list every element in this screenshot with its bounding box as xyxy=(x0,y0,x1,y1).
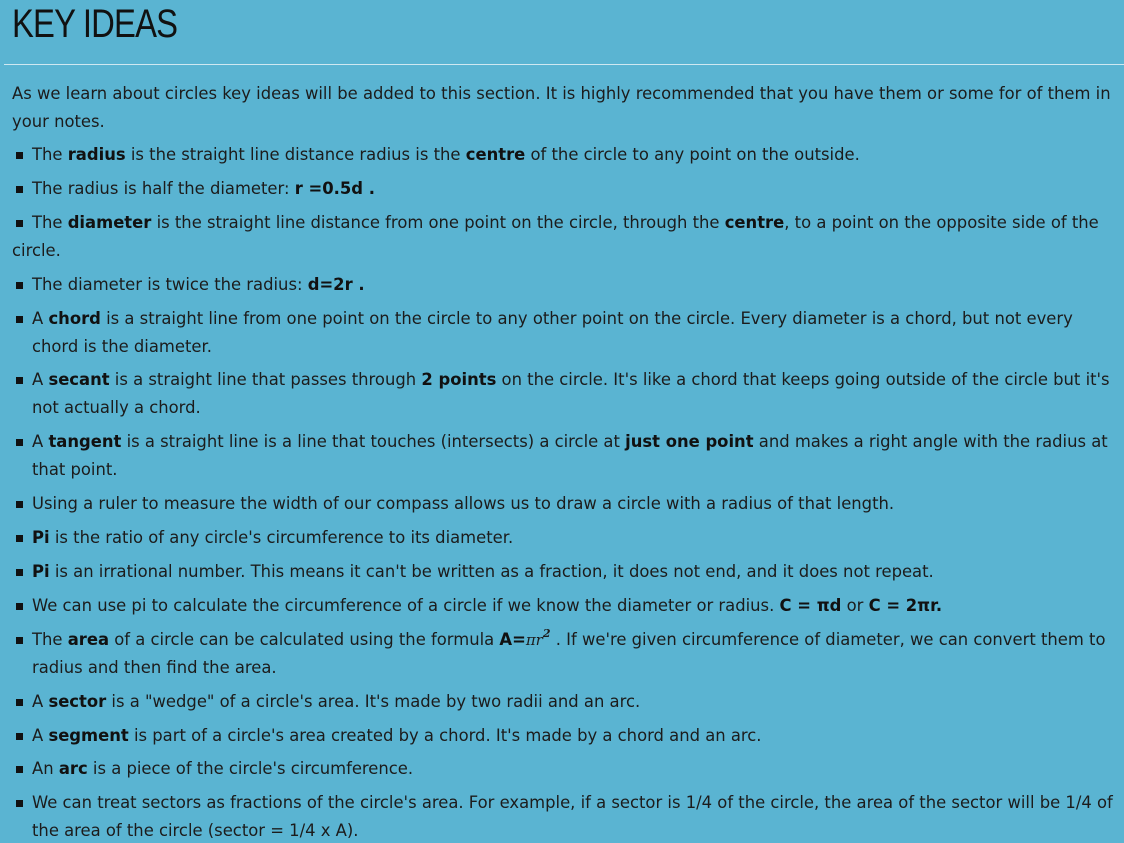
text-run: A xyxy=(32,370,49,390)
list-item xyxy=(12,490,1118,518)
term-diameter: diameter xyxy=(67,212,152,232)
text-run: . If we're given circumference of diameter, we can convert them to radius and then find the area. xyxy=(32,629,1106,677)
formula-radius: r =0.5d . xyxy=(294,178,375,198)
text-run: is a "wedge" of a circle's area. It's made by two radii and an arc. xyxy=(106,691,641,711)
term-secant: secant xyxy=(48,370,110,390)
text-run: is a straight line is a line that touches (intersects) a circle at xyxy=(121,432,626,452)
text-run: of a circle can be calculated using the formula xyxy=(109,629,500,649)
text-run: A xyxy=(32,308,49,328)
text-run: is the straight line distance radius is the xyxy=(125,145,466,164)
text-run: is a piece of the circle's circumference. xyxy=(87,759,414,779)
intro-paragraph: As we learn about circles key ideas will be added to this section. It is highly recommended that you have them or some for of them in your notes. xyxy=(12,84,1111,131)
term-segment: segment xyxy=(48,725,129,745)
text-run: We can use pi to calculate the circumference of a circle if we know the diameter or radius. xyxy=(32,595,780,615)
square-bullet-icon xyxy=(16,766,23,773)
formula-diameter: d=2r . xyxy=(307,274,365,294)
text-run: The radius is half the diameter: xyxy=(32,178,295,198)
text-run: , to a point on the opposite side of the circle. xyxy=(12,212,1099,260)
list-item xyxy=(12,626,1118,682)
term-pi: Pi xyxy=(32,528,50,548)
square-bullet-icon xyxy=(16,316,23,323)
square-bullet-icon xyxy=(16,535,23,542)
text-run: on the circle. It's like a chord that keeps going outside of the circle but it's not actually a chord. xyxy=(32,370,1110,418)
list-item xyxy=(12,688,1118,716)
list-item xyxy=(12,271,1118,299)
text-run: The xyxy=(32,629,68,649)
text-run: is a straight line that passes through xyxy=(109,370,422,390)
square-bullet-icon xyxy=(16,152,23,159)
square-bullet-icon xyxy=(16,439,23,446)
term-arc: arc xyxy=(58,759,88,779)
term-chord: chord xyxy=(48,308,101,328)
text-run: or xyxy=(841,595,869,615)
term-radius: radius xyxy=(67,145,126,164)
term-just-one-point: just one point xyxy=(625,432,754,452)
term-centre: centre xyxy=(465,145,526,164)
list-item xyxy=(12,558,1118,586)
square-bullet-icon xyxy=(16,569,23,576)
term-pi: Pi xyxy=(32,562,50,582)
text-run: We can treat sectors as fractions of the circle's area. For example, if a sector is 1/4 of the circle, the area of the sector will be 1/4 of the area of the circle (sector = 1/4 x A). xyxy=(32,793,1113,841)
text-run: is the ratio of any circle's circumference to its diameter. xyxy=(49,528,514,548)
list-item xyxy=(12,141,1118,169)
text-run: The diameter is twice the radius: xyxy=(32,274,308,294)
formula-area-expression xyxy=(525,626,551,649)
list-item xyxy=(12,175,1118,203)
square-bullet-icon xyxy=(16,377,23,384)
title-divider xyxy=(4,64,1124,65)
text-run: An xyxy=(32,759,59,779)
text-run: is a straight line from one point on the circle to any other point on the circle. Every diameter is a chord, but not every chord is the diameter. xyxy=(32,308,1073,356)
formula-circumference-radius: C = 2πr. xyxy=(868,595,943,615)
page-title: KEY IDEAS xyxy=(12,2,178,46)
text-run: is an irrational number. This means it can't be written as a fraction, it does not end, and it does not repeat. xyxy=(49,562,934,582)
text-run: The xyxy=(32,212,68,232)
square-bullet-icon xyxy=(16,733,23,740)
list-item xyxy=(12,366,1118,422)
square-bullet-icon xyxy=(16,282,23,289)
square-bullet-icon xyxy=(16,501,23,508)
list-item xyxy=(12,755,1118,783)
list-item xyxy=(12,428,1118,484)
text-run: is the straight line distance from one point on the circle, through the xyxy=(151,212,725,232)
text-run: Using a ruler to measure the width of our compass allows us to draw a circle with a radius of that length. xyxy=(32,494,895,514)
text-run: of the circle to any point on the outside. xyxy=(525,145,860,164)
list-item xyxy=(12,789,1118,843)
formula-area-lead: A= xyxy=(499,629,526,649)
text-run: A xyxy=(32,725,49,745)
text-run: A xyxy=(32,691,49,711)
key-ideas-list xyxy=(12,141,1118,843)
square-bullet-icon xyxy=(16,800,23,807)
text-run: πr xyxy=(525,630,543,649)
text-run: A xyxy=(32,432,49,452)
square-bullet-icon xyxy=(16,637,23,644)
list-item xyxy=(12,209,1118,265)
list-item xyxy=(12,722,1118,750)
text-run: 2 xyxy=(542,626,551,640)
term-area: area xyxy=(67,629,110,649)
text-run: and makes a right angle with the radius at that point. xyxy=(32,432,1108,480)
text-run: is part of a circle's area created by a chord. It's made by a chord and an arc. xyxy=(128,725,762,745)
text-run: The xyxy=(32,145,68,164)
term-centre: centre xyxy=(724,212,785,232)
square-bullet-icon xyxy=(16,186,23,193)
list-item xyxy=(12,592,1118,620)
list-item xyxy=(12,524,1118,552)
square-bullet-icon xyxy=(16,603,23,610)
term-tangent: tangent xyxy=(48,432,122,452)
term-2-points: 2 points xyxy=(421,370,497,390)
square-bullet-icon xyxy=(16,699,23,706)
term-sector: sector xyxy=(48,691,107,711)
square-bullet-icon xyxy=(16,220,23,227)
list-item xyxy=(12,305,1118,361)
formula-circumference-diameter: C = πd xyxy=(779,595,842,615)
